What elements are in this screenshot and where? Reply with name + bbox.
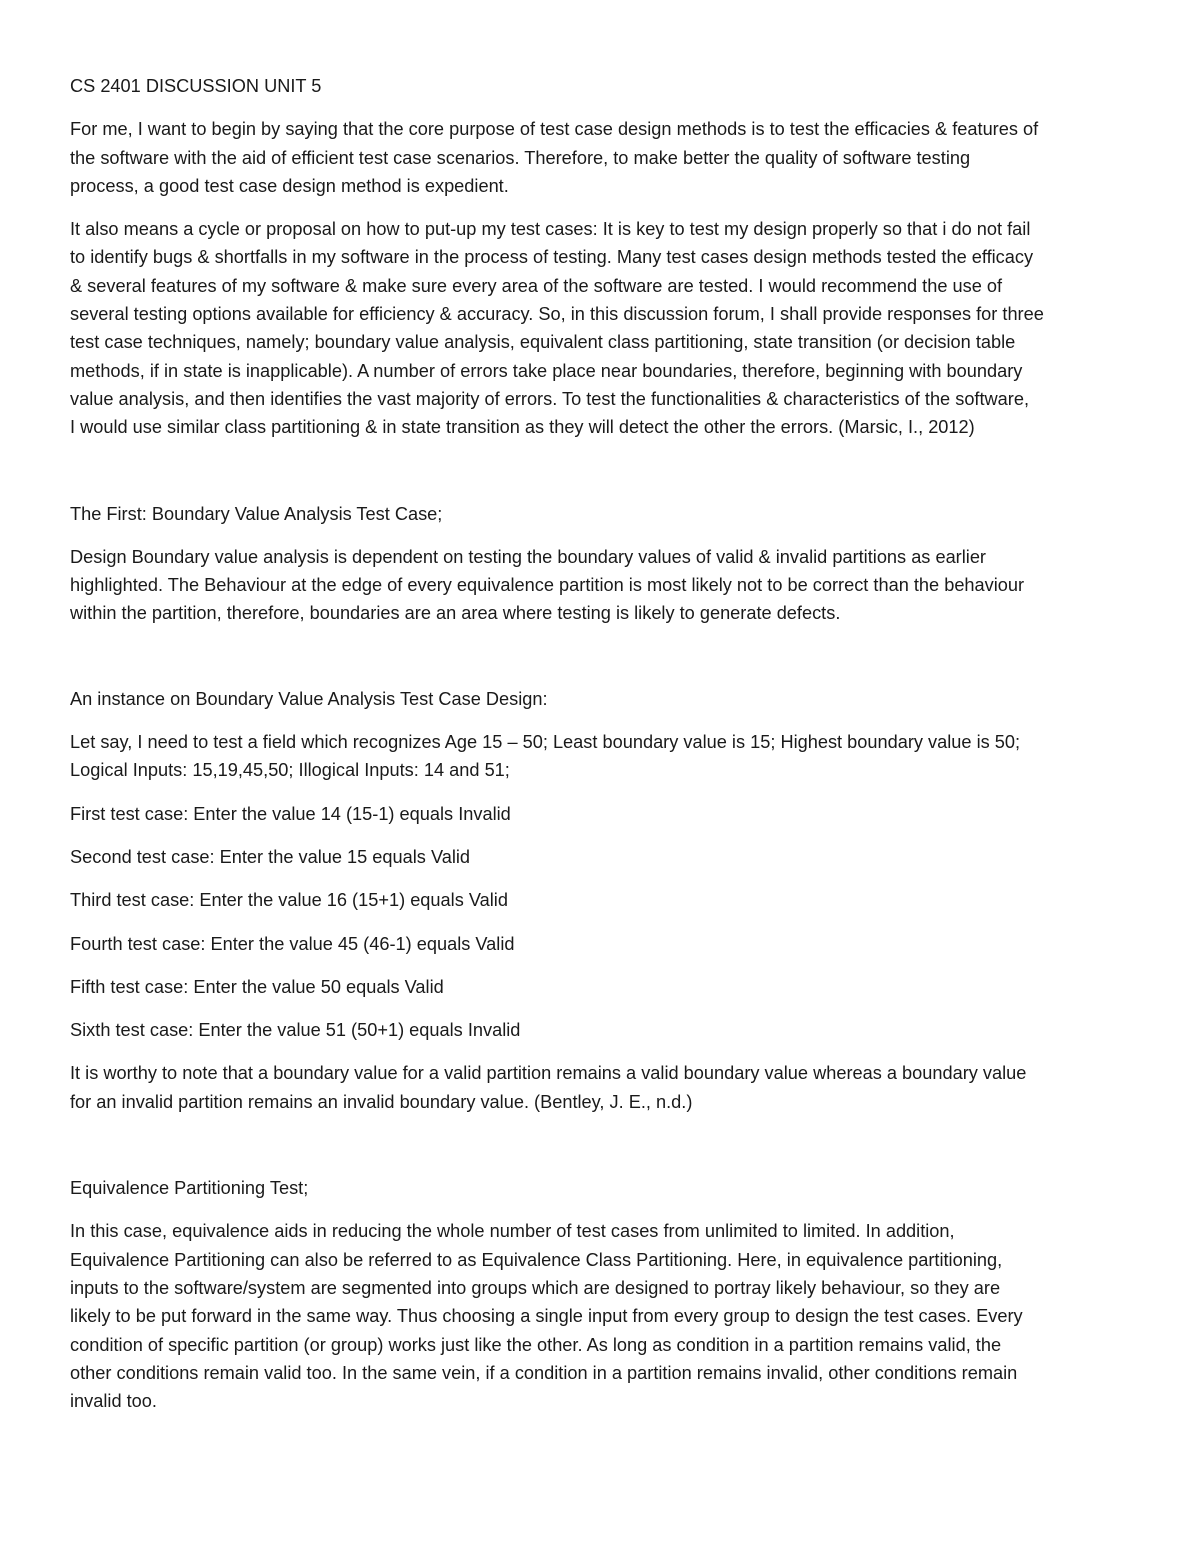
- test-case-line: Sixth test case: Enter the value 51 (50+1) equals Invalid: [70, 1020, 521, 1041]
- intro-paragraph-2: It also means a cycle or proposal on how to put-up my test cases: It is key to test my design properly so that i do not fail to identify bugs & shortfalls in my software in the process of testing. Many test cases design methods tested the efficacy & several features of my software & make sure every area of the software are tested. I would recommend the use of several testing options available for efficiency & accuracy. So, in this discussion forum, I shall provide responses for three test case techniques, namely; boundary value analysis, equivalent class partitioning, state transition (or decision table methods, if in state is inapplicable). A number of errors take place near boundaries, therefore, beginning with boundary value analysis, and then identifies the vast majority of errors. To test the functionalities & characteristics of the software, I would use similar class partitioning & in state transition as they will detect the other the errors. (Marsic, I., 2012): [70, 219, 1044, 438]
- section-heading-bva-instance: An instance on Boundary Value Analysis Test Case Design:: [70, 688, 548, 709]
- document-title: CS 2401 DISCUSSION UNIT 5: [70, 76, 322, 96]
- boundary-value-paragraph: Design Boundary value analysis is dependent on testing the boundary values of valid & invalid partitions as earlier highlighted. The Behaviour at the edge of every equivalence partition is most likely not to be correct than the behaviour within the partition, therefore, boundaries are an area where testing is likely to generate defects.: [70, 546, 1025, 624]
- section-heading-equivalence: Equivalence Partitioning Test;: [70, 1178, 309, 1199]
- boundary-note-paragraph: It is worthy to note that a boundary value for a valid partition remains a valid boundary value whereas a boundary value for an invalid partition remains an invalid boundary value. (Bentley, J. E., n.d.): [70, 1063, 1027, 1112]
- equivalence-paragraph: In this case, equivalence aids in reducing the whole number of test cases from unlimited to limited. In addition, Equivalence Partitioning can also be referred to as Equivalence Class Partitioning. Here, in equivalence partitioning, inputs to the software/system are segmented into groups which are designed to portray likely behaviour, so they are likely to be put forward in the same way. Thus choosing a single input from every group to design the test cases. Every condition of specific partition (or group) works just like the other. As long as condition in a partition remains valid, the other conditions remain valid too. In the same vein, if a condition in a partition remains invalid, other conditions remain invalid too.: [70, 1221, 1023, 1412]
- test-case-line: Fourth test case: Enter the value 45 (46-1) equals Valid: [70, 933, 515, 954]
- test-case-line: Second test case: Enter the value 15 equals Valid: [70, 846, 471, 867]
- bva-instance-paragraph: Let say, I need to test a field which recognizes Age 15 – 50; Least boundary value is 15; Highest boundary value is 50; Logical Inputs: 15,19,45,50; Illogical Inputs: 14 and 51;: [70, 732, 1021, 781]
- test-case-line: Fifth test case: Enter the value 50 equals Valid: [70, 976, 444, 997]
- document-page: [70, 72, 1128, 1415]
- intro-paragraph-1: For me, I want to begin by saying that the core purpose of test case design methods is to test the efficacies & features of the software with the aid of efficient test case scenarios. Therefore, to make better the quality of software testing process, a good test case design method is expedient.: [70, 119, 1039, 196]
- test-case-line: First test case: Enter the value 14 (15-1) equals Invalid: [70, 803, 511, 824]
- section-heading-boundary-value: The First: Boundary Value Analysis Test Case;: [70, 503, 443, 524]
- test-case-line: Third test case: Enter the value 16 (15+1) equals Valid: [70, 890, 508, 911]
